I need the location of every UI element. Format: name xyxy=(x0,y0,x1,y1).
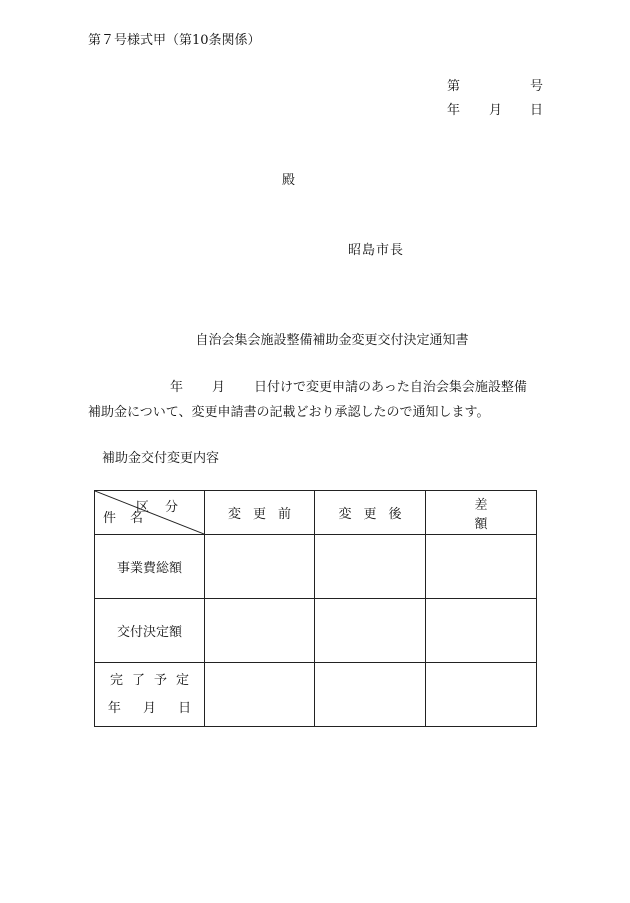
cell-project-total-before xyxy=(205,535,315,599)
cell-grant-amount-before xyxy=(205,599,315,663)
column-header-difference: 差額 xyxy=(426,491,537,535)
section-heading: 補助金交付変更内容 xyxy=(102,451,220,466)
column-header-before: 変更前 xyxy=(205,491,315,535)
addressee-honorific: 殿 xyxy=(282,173,296,188)
issue-date-day: 日 xyxy=(530,103,544,118)
cell-grant-amount-difference xyxy=(426,599,537,663)
row-label-project-total: 事業費総額 xyxy=(95,535,205,599)
completion-label-line-2: 年 月 日 xyxy=(107,700,201,716)
cell-grant-amount-after xyxy=(315,599,426,663)
form-number: 第７号様式甲（第10条関係） xyxy=(88,33,261,48)
table-row xyxy=(95,599,537,663)
corner-label-category: 区分 xyxy=(135,500,194,515)
body-text-line-1: 日付けで変更申請のあった自治会集会施設整備 xyxy=(254,380,527,395)
row-label-completion-date xyxy=(95,663,205,727)
change-details-table xyxy=(94,490,537,727)
document-number-suffix: 号 xyxy=(530,79,544,94)
row-label-grant-amount: 交付決定額 xyxy=(95,599,205,663)
cell-completion-difference xyxy=(426,663,537,727)
body-date-year: 年 xyxy=(170,380,184,395)
cell-completion-before xyxy=(205,663,315,727)
document-title: 自治会集会施設整備補助金変更交付決定通知書 xyxy=(195,333,469,348)
document-number-label: 第 xyxy=(447,79,461,94)
issue-date-year: 年 xyxy=(447,103,461,118)
table-row xyxy=(95,535,537,599)
issue-date-month: 月 xyxy=(489,103,503,118)
column-header-after: 変更後 xyxy=(315,491,426,535)
cell-project-total-difference xyxy=(426,535,537,599)
table-header-row xyxy=(95,491,537,535)
cell-project-total-after xyxy=(315,535,426,599)
cell-completion-after xyxy=(315,663,426,727)
corner-label-item: 件名 xyxy=(103,511,158,526)
body-date-month: 月 xyxy=(212,380,226,395)
table-corner-cell xyxy=(95,491,205,535)
body-text-line-2: 補助金について、変更申請書の記載どおり承認したので通知します。 xyxy=(88,405,490,420)
sender-name: 昭島市長 xyxy=(348,243,405,258)
table-row xyxy=(95,663,537,727)
completion-label-line-1: 完了予定 xyxy=(109,672,198,688)
